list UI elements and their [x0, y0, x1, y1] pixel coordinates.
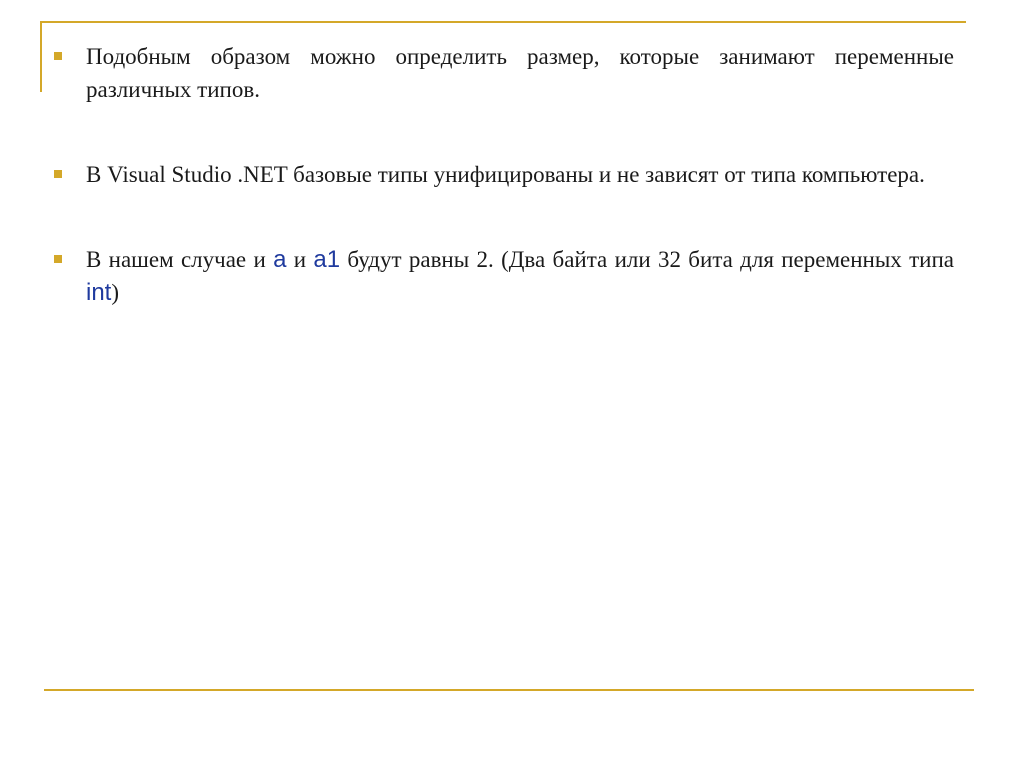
code-variable-a1: a1 [313, 246, 341, 273]
bullet-square-icon [54, 52, 62, 60]
bullet-square-icon [54, 170, 62, 178]
left-divider [40, 21, 42, 92]
top-divider [40, 21, 966, 23]
bullet-text-part: будут равны 2. (Два байта или 32 бита для переменных типа [340, 247, 954, 272]
bullet-item-our-case [50, 243, 954, 309]
bullet-square-icon [54, 255, 62, 263]
bullet-item-size [50, 40, 954, 106]
bullet-text-part: ) [111, 280, 120, 305]
bullet-text: В Visual Studio .NET базовые типы унифицированы и не зависят от типа компьютера. [86, 162, 925, 187]
code-variable-a: a [273, 246, 287, 273]
code-type-int: int [86, 279, 112, 306]
bullet-text-part: В нашем случае и [86, 247, 274, 272]
bullet-text-part: и [286, 247, 314, 272]
bottom-divider [44, 689, 974, 691]
bullet-text: Подобным образом можно определить размер, которые занимают переменные различных типов. [86, 44, 954, 102]
bullet-item-visual-studio [50, 158, 954, 191]
slide-content [50, 40, 954, 309]
